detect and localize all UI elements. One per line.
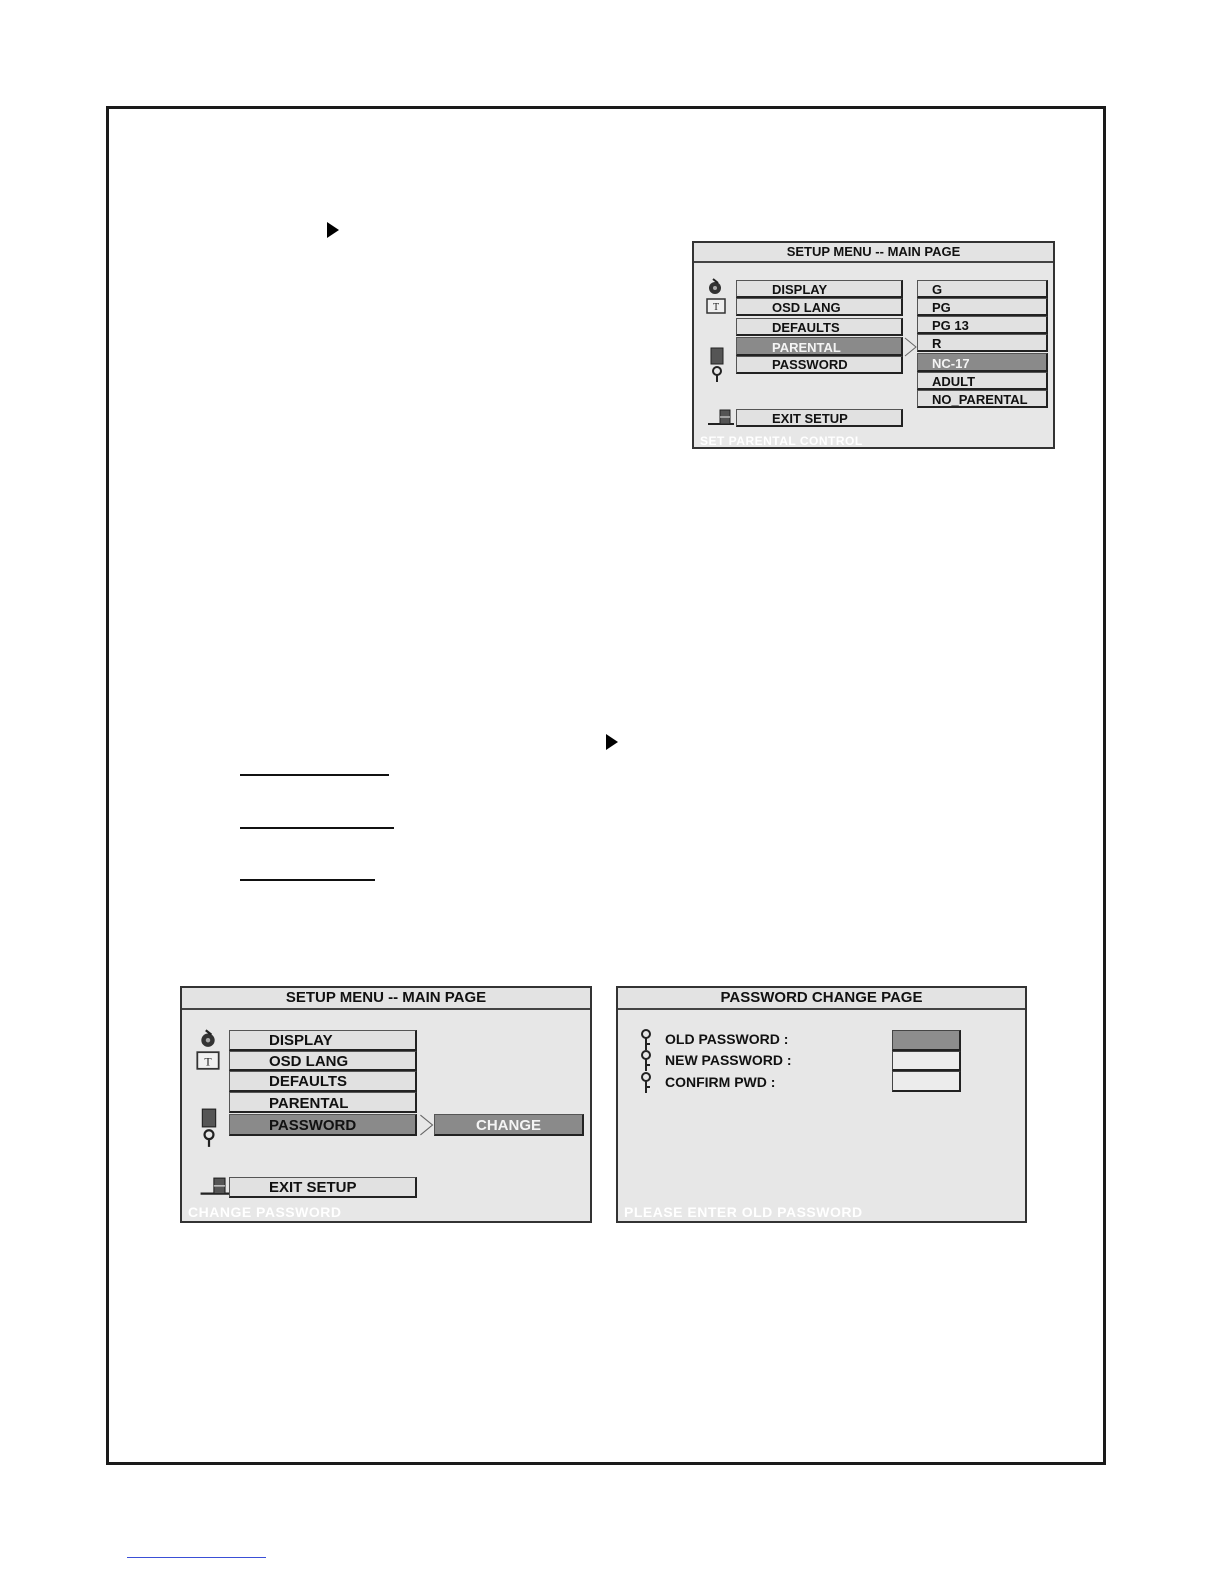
status-text: CHANGE PASSWORD (188, 1204, 342, 1220)
option-no-parental[interactable]: NO_PARENTAL (917, 390, 1048, 408)
exit-icon (200, 1177, 230, 1197)
panel-title: SETUP MENU -- MAIN PAGE (182, 988, 590, 1010)
menu-item-defaults[interactable]: DEFAULTS (736, 318, 903, 336)
option-r[interactable]: R (917, 334, 1048, 352)
exit-setup-button[interactable]: EXIT SETUP (736, 409, 903, 427)
old-password-field[interactable] (892, 1030, 961, 1051)
lock-icon (710, 347, 724, 383)
disc-icon (706, 277, 724, 295)
setup-menu-parental-panel (692, 241, 1055, 449)
blank-line (240, 774, 389, 776)
confirm-password-label: CONFIRM PWD : (665, 1074, 776, 1090)
text-icon (706, 298, 726, 314)
menu-item-osd-lang[interactable]: OSD LANG (736, 298, 903, 316)
option-nc-17[interactable]: NC-17 (917, 353, 1048, 372)
menu-item-parental[interactable]: PARENTAL (229, 1092, 417, 1113)
setup-menu-password-panel (180, 986, 592, 1223)
footer-line (127, 1557, 266, 1558)
exit-icon (708, 409, 734, 427)
change-password-option[interactable]: CHANGE (434, 1114, 584, 1136)
confirm-password-field[interactable] (892, 1071, 961, 1092)
status-text: PLEASE ENTER OLD PASSWORD (624, 1204, 863, 1220)
old-password-label: OLD PASSWORD : (665, 1031, 789, 1047)
menu-item-defaults[interactable]: DEFAULTS (229, 1071, 417, 1092)
disc-icon (198, 1028, 218, 1048)
password-change-panel (616, 986, 1027, 1223)
blank-line (240, 879, 375, 881)
option-g[interactable]: G (917, 280, 1048, 298)
text-icon (196, 1051, 220, 1070)
blank-line (240, 827, 394, 829)
arrow-right-icon (606, 734, 618, 750)
exit-setup-button[interactable]: EXIT SETUP (229, 1177, 417, 1198)
menu-arrow-icon (419, 1114, 435, 1136)
arrow-right-icon (327, 222, 339, 238)
menu-item-display[interactable]: DISPLAY (736, 280, 903, 298)
option-adult[interactable]: ADULT (917, 372, 1048, 390)
status-text: SET PARENTAL CONTROL (700, 434, 863, 448)
menu-arrow-icon (904, 337, 918, 357)
key-icon (640, 1050, 652, 1072)
panel-title: PASSWORD CHANGE PAGE (618, 988, 1025, 1010)
menu-item-parental[interactable]: PARENTAL (736, 337, 903, 356)
svg-text:T: T (204, 1054, 212, 1069)
lock-icon (201, 1108, 217, 1148)
panel-title: SETUP MENU -- MAIN PAGE (694, 243, 1053, 263)
new-password-label: NEW PASSWORD : (665, 1052, 792, 1068)
option-pg[interactable]: PG (917, 298, 1048, 316)
svg-text:T: T (712, 302, 720, 313)
key-icon (640, 1029, 652, 1051)
new-password-field[interactable] (892, 1051, 961, 1071)
menu-item-password[interactable]: PASSWORD (736, 356, 903, 374)
menu-item-display[interactable]: DISPLAY (229, 1030, 417, 1051)
key-icon (640, 1072, 652, 1094)
option-pg-13[interactable]: PG 13 (917, 316, 1048, 334)
menu-item-password[interactable]: PASSWORD (229, 1114, 417, 1136)
menu-item-osd-lang[interactable]: OSD LANG (229, 1051, 417, 1071)
